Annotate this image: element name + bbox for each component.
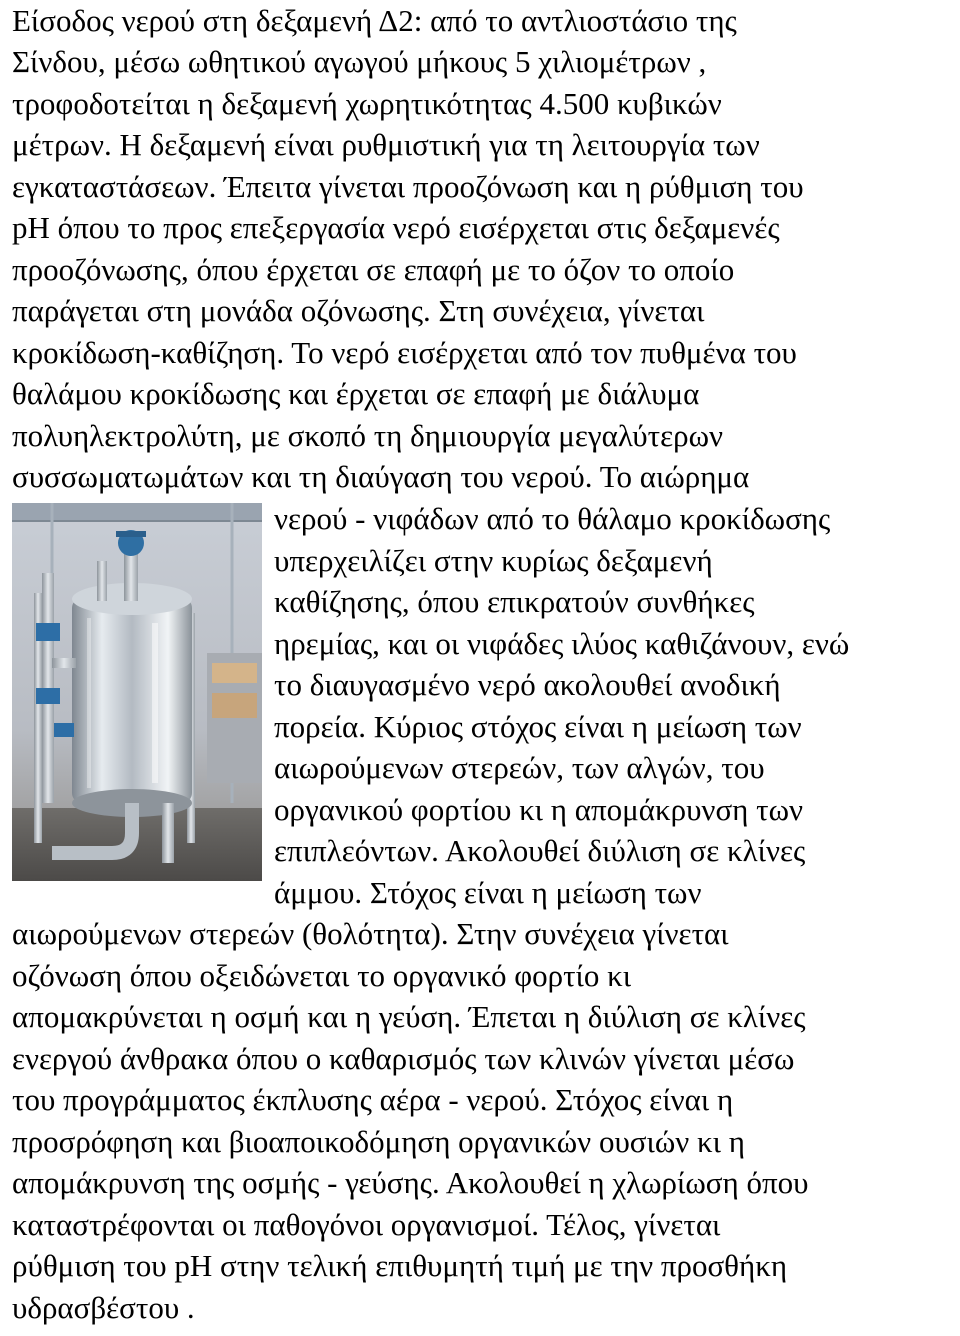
text-line: ενεργού άνθρακα όπου ο καθαρισμός των κλινών γίνεται μέσω bbox=[12, 1041, 795, 1076]
text-line: ηρεμίας, και οι νιφάδες ιλύος καθιζάνουν, ενώ bbox=[274, 626, 850, 661]
text-line: άμμου. Στόχος είναι η μείωση των bbox=[274, 875, 702, 910]
text-line: Είσοδος νερού στη δεξαμενή Δ2: από το αντλιοστάσιο της bbox=[12, 3, 737, 38]
text-line: αιωρούμενων στερεών (θολότητα). Στην συνέχεια γίνεται bbox=[12, 916, 729, 951]
text-line: απομακρύνεται η οσμή και η γεύση. Έπεται η διύλιση σε κλίνες bbox=[12, 999, 806, 1034]
text-line: προσρόφηση και βιοαποικοδόμηση οργανικών ουσιών κι η bbox=[12, 1124, 745, 1159]
text-line: θαλάμου κροκίδωσης και έρχεται σε επαφή με διάλυμα bbox=[12, 376, 700, 411]
text-line: απομάκρυνση της οσμής - γεύσης. Ακολουθεί η χλωρίωση όπου bbox=[12, 1165, 809, 1200]
text-line: πορεία. Κύριος στόχος είναι η μείωση των bbox=[274, 709, 802, 744]
text-line: του προγράμματος έκπλυσης αέρα - νερού. Στόχος είναι η bbox=[12, 1082, 734, 1117]
text-line: οργανικού φορτίου κι η απομάκρυνση των bbox=[274, 792, 803, 827]
text-line: τροφοδοτείται η δεξαμενή χωρητικότητας 4.500 κυβικών bbox=[12, 86, 722, 121]
text-line: παράγεται στη μονάδα οζόνωσης. Στη συνέχεια, γίνεται bbox=[12, 293, 705, 328]
text-line: pH όπου το προς επεξεργασία νερό εισέρχεται στις δεξαμενές bbox=[12, 210, 780, 245]
text-line: εγκαταστάσεων. Έπειτα γίνεται προοζόνωση και η ρύθμιση του bbox=[12, 169, 804, 204]
text-line: αιωρούμενων στερεών, των αλγών, του bbox=[274, 750, 765, 785]
text-line: ρύθμιση του pH στην τελική επιθυμητή τιμή με την προσθήκη bbox=[12, 1248, 788, 1283]
text-line: οζόνωση όπου οξειδώνεται το οργανικό φορτίο κι bbox=[12, 958, 632, 993]
text-line: υπερχειλίζει στην κυρίως δεξαμενή bbox=[274, 543, 713, 578]
text-line: συσσωματωμάτων και τη διαύγαση του νερού. Το αιώρημα bbox=[12, 459, 750, 494]
text-line: υδρασβέστου . bbox=[12, 1290, 195, 1325]
text-line: καθίζησης, όπου επικρατούν συνθήκες bbox=[274, 584, 755, 619]
equipment-photo bbox=[12, 503, 262, 881]
text-line: επιπλεόντων. Ακολουθεί διύλιση σε κλίνες bbox=[274, 833, 806, 868]
text-line: νερού - νιφάδων από το θάλαμο κροκίδωσης bbox=[274, 501, 831, 536]
text-line: Σίνδου, μέσω ωθητικού αγωγού μήκους 5 χιλιομέτρων , bbox=[12, 44, 707, 79]
text-line: καταστρέφονται οι παθογόνοι οργανισμοί. Τέλος, γίνεται bbox=[12, 1207, 721, 1242]
text-line: κροκίδωση-καθίζηση. Το νερό εισέρχεται από τον πυθμένα του bbox=[12, 335, 797, 370]
text-line: προοζόνωσης, όπου έρχεται σε επαφή με το όζον το οποίο bbox=[12, 252, 735, 287]
text-line: μέτρων. Η δεξαμενή είναι ρυθμιστική για τη λειτουργία των bbox=[12, 127, 760, 162]
text-line: πολυηλεκτρολύτη, με σκοπό τη δημιουργία μεγαλύτερων bbox=[12, 418, 724, 453]
document-page bbox=[12, 0, 958, 1336]
text-line: το διαυγασμένο νερό ακολουθεί ανοδική bbox=[274, 667, 781, 702]
